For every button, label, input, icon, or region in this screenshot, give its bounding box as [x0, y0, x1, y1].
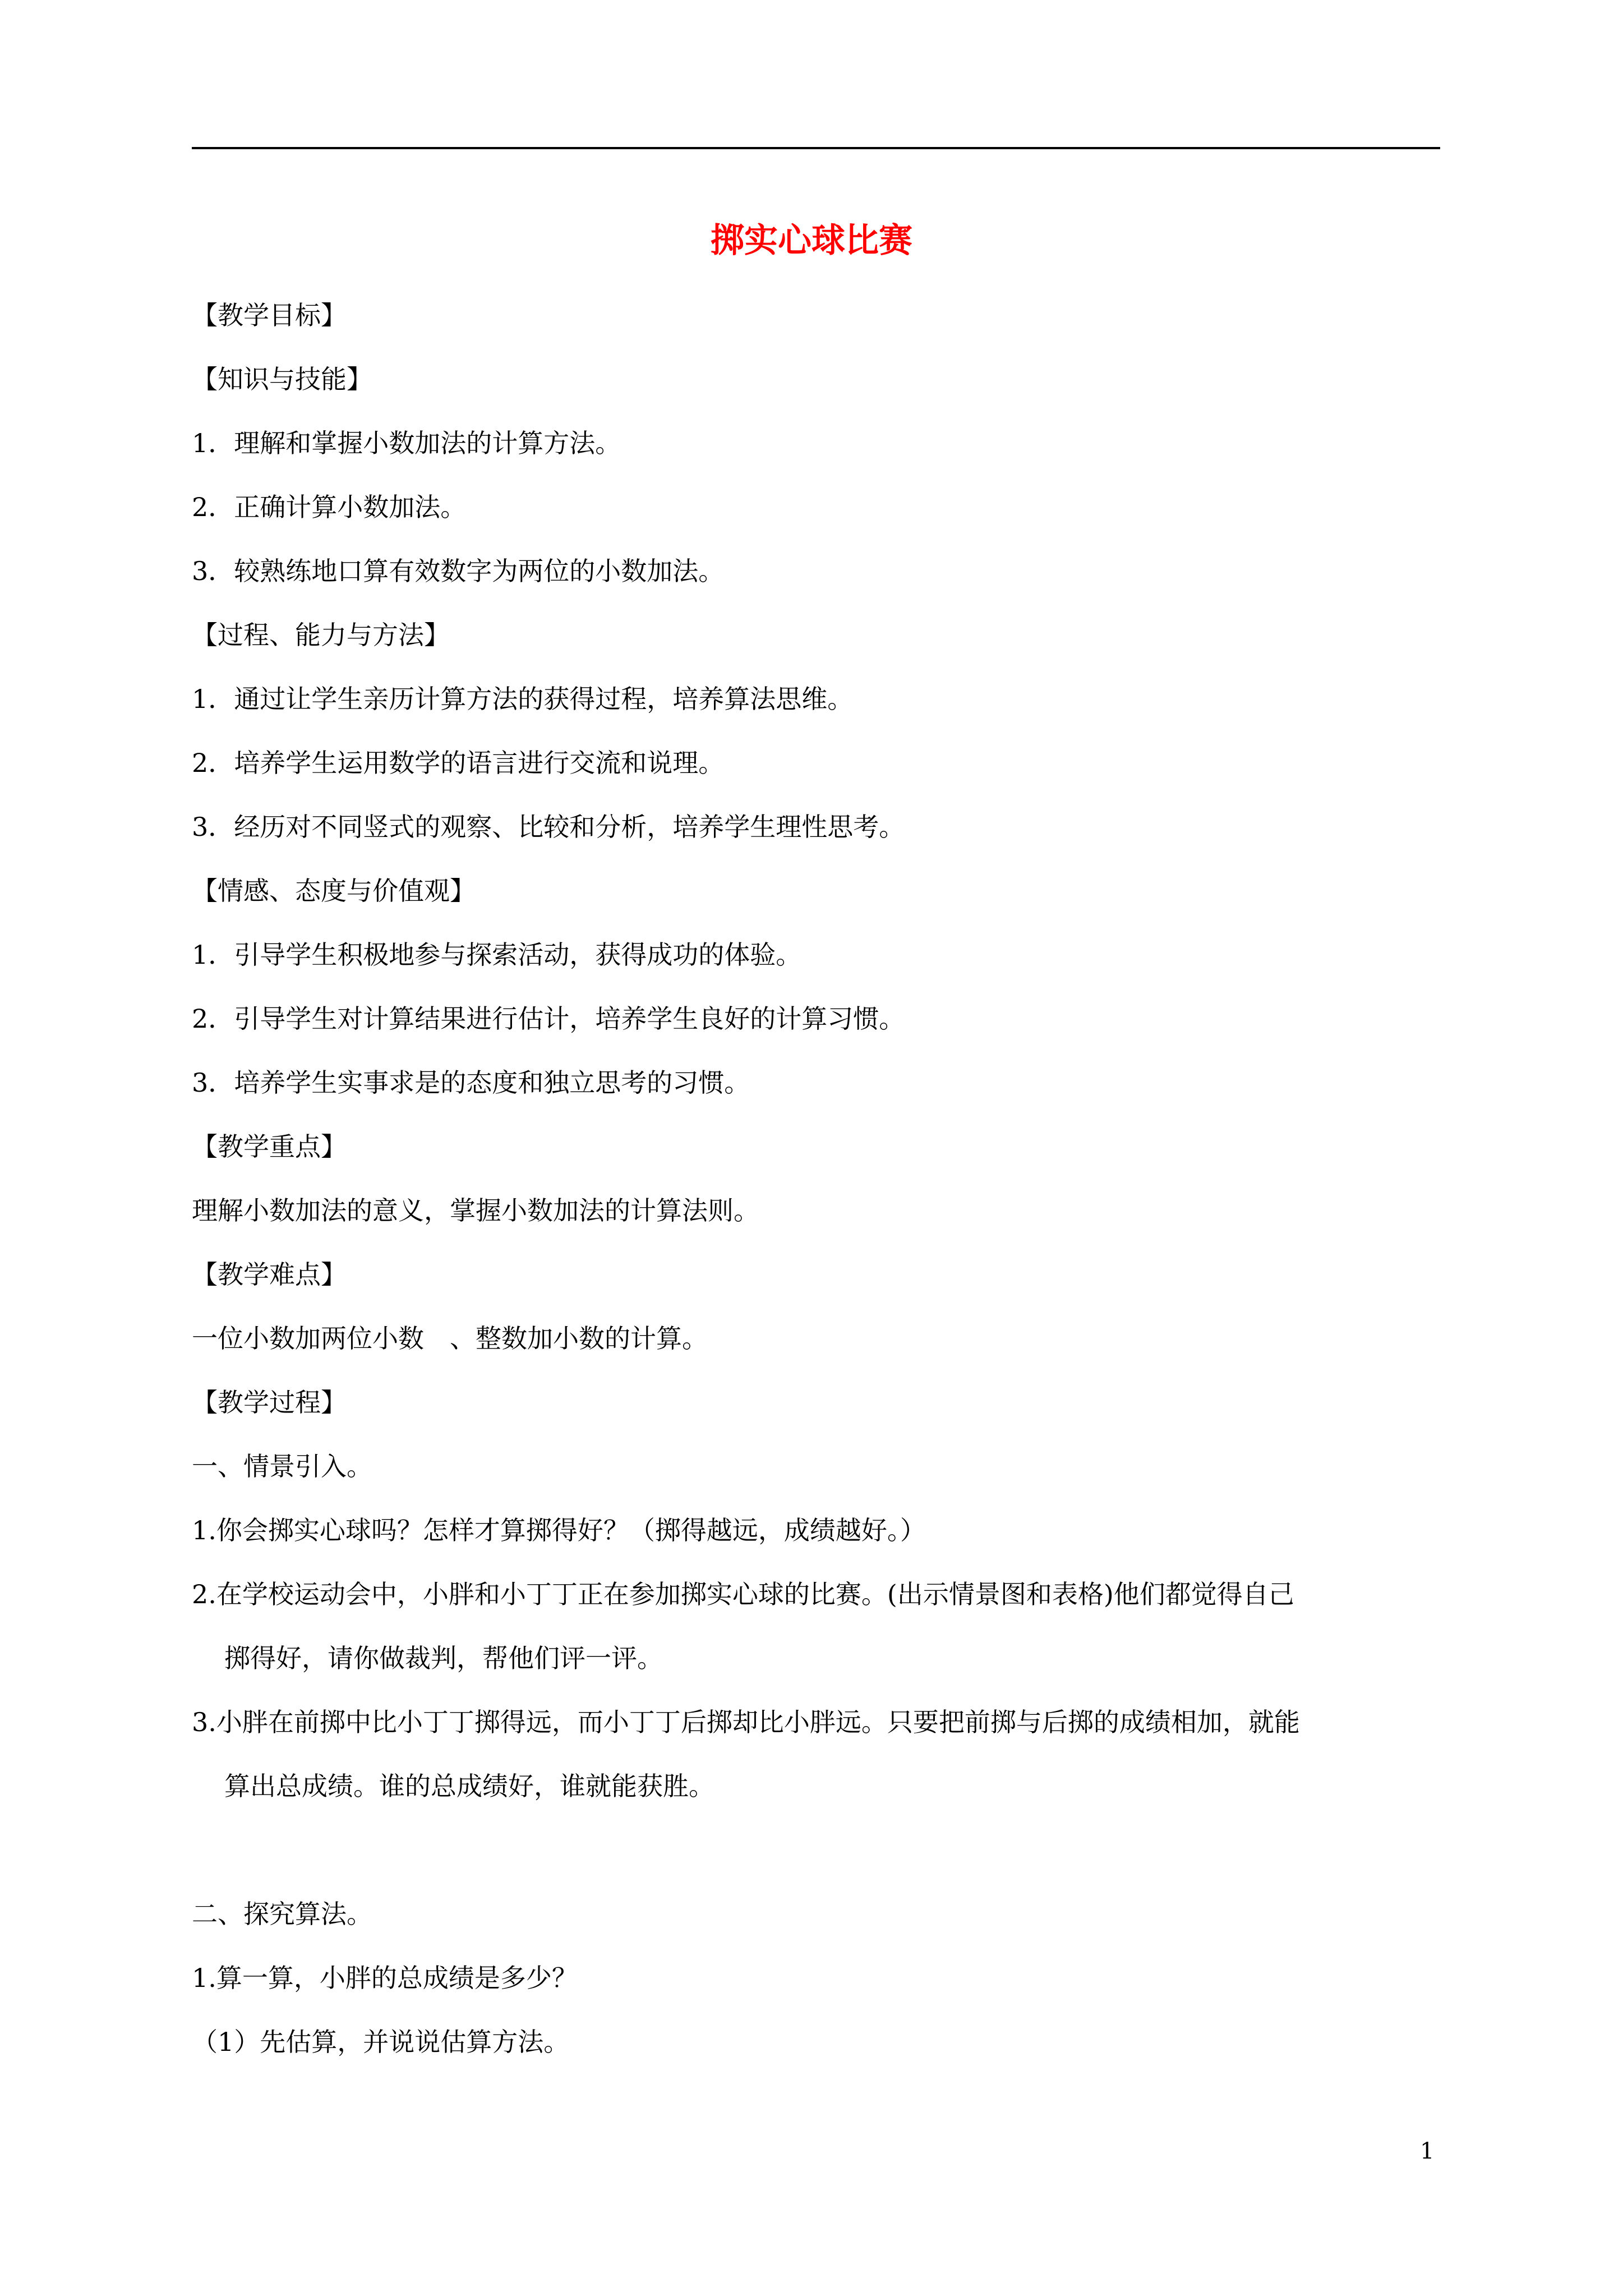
- paragraph-line: 3.小胖在前掷中比小丁丁掷得远，而小丁丁后掷却比小胖远。只要把前掷与后掷的成绩相加，就能: [192, 1707, 1300, 1737]
- paragraph-line: 一、情景引入。: [192, 1451, 372, 1481]
- paragraph-line: 二、探究算法。: [192, 1899, 372, 1929]
- section-heading-emotion: 【情感、态度与价值观】: [192, 876, 476, 906]
- page-number: 1: [1420, 2138, 1435, 2164]
- paragraph-line: 1．通过让学生亲历计算方法的获得过程，培养算法思维。: [192, 684, 854, 714]
- section-heading-knowledge: 【知识与技能】: [192, 364, 372, 394]
- section-heading-objectives: 【教学目标】: [192, 300, 347, 330]
- paragraph-line: 1.算一算，小胖的总成绩是多少？: [192, 1963, 578, 1993]
- paragraph-line: 算出总成绩。谁的总成绩好，谁就能获胜。: [224, 1771, 714, 1801]
- header-rule: [192, 147, 1440, 149]
- paragraph-line: 3．经历对不同竖式的观察、比较和分析，培养学生理性思考。: [192, 812, 905, 842]
- paragraph-line: 3．培养学生实事求是的态度和独立思考的习惯。: [192, 1068, 750, 1098]
- paragraph-line: 理解小数加法的意义，掌握小数加法的计算法则。: [192, 1195, 759, 1226]
- paragraph-line: 2．正确计算小数加法。: [192, 492, 467, 522]
- section-heading-key-points: 【教学重点】: [192, 1131, 347, 1162]
- paragraph-line: （1）先估算，并说说估算方法。: [192, 2027, 570, 2057]
- paragraph-line: 3．较熟练地口算有效数字为两位的小数加法。: [192, 556, 725, 586]
- section-heading-difficulties: 【教学难点】: [192, 1259, 347, 1290]
- paragraph-line: 一位小数加两位小数 、整数加小数的计算。: [192, 1323, 708, 1354]
- section-heading-process-ability: 【过程、能力与方法】: [192, 620, 450, 650]
- paragraph-line: 1.你会掷实心球吗？怎样才算掷得好？（掷得越远，成绩越好。）: [192, 1515, 926, 1545]
- paragraph-line: 2.在学校运动会中，小胖和小丁丁正在参加掷实心球的比赛。(出示情景图和表格)他们都觉得自己: [192, 1579, 1294, 1609]
- paragraph-line: 2．培养学生运用数学的语言进行交流和说理。: [192, 748, 725, 778]
- paragraph-line: 1．理解和掌握小数加法的计算方法。: [192, 428, 621, 458]
- paragraph-line: 2．引导学生对计算结果进行估计，培养学生良好的计算习惯。: [192, 1004, 905, 1034]
- document-title: 掷实心球比赛: [711, 221, 912, 260]
- section-heading-procedure: 【教学过程】: [192, 1387, 347, 1418]
- paragraph-line: 1．引导学生积极地参与探索活动，获得成功的体验。: [192, 940, 802, 970]
- paragraph-line: 掷得好，请你做裁判，帮他们评一评。: [224, 1643, 663, 1673]
